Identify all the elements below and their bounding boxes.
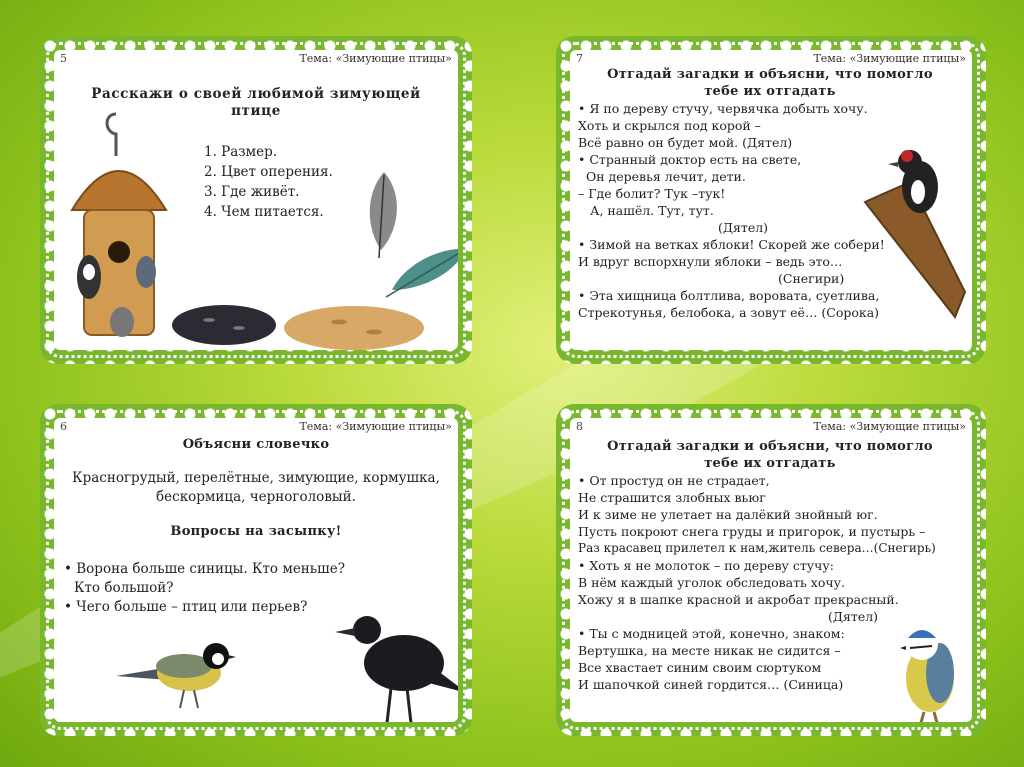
riddle-answer: (Дятел)	[718, 220, 769, 235]
word-list-line: Красногрудый, перелётные, зимующие, кормушка,	[72, 470, 440, 486]
riddle-line: • Эта хищница болтлива, воровата, суетлива,	[578, 288, 880, 303]
riddle-line: И к зиме не улетает на далёкий знойный юг.	[578, 507, 878, 522]
riddle-line: Не страшится злобных вьюг	[578, 490, 766, 505]
riddle-line: Раз красавец прилетел к нам,житель севера…(Снегирь)	[578, 541, 936, 555]
card-title-line-2: тебе их отгадать	[704, 456, 836, 471]
riddle-line: Всё равно он будет мой. (Дятел)	[578, 135, 793, 150]
card-title: Объясни словечко	[182, 437, 330, 452]
riddle-line: И вдруг вспорхнули яблоки – ведь это…	[578, 254, 843, 269]
card-content	[54, 50, 458, 350]
oat-grain-illustration	[279, 300, 429, 350]
riddle-line: – Где болит? Тук –тук!	[578, 186, 726, 201]
card-number: 7	[576, 52, 583, 65]
riddle-line: • Зимой на ветках яблоки! Скорей же собери!	[578, 237, 885, 252]
riddle-line: Вертушка, на месте никак не сидится –	[578, 643, 841, 658]
card-title-line-1: Отгадай загадки и объясни, что помогло	[607, 439, 933, 454]
riddle-line: • Хоть я не молоток – по дереву стучу:	[578, 558, 834, 573]
card-topic: Тема: «Зимующие птицы»	[299, 52, 452, 65]
card-riddles-b	[556, 404, 986, 736]
riddle-answer: (Дятел)	[828, 609, 879, 624]
riddle-answer: (Снегири)	[778, 271, 845, 286]
riddle-line: • Ты с модницей этой, конечно, знаком:	[578, 626, 845, 641]
riddle-line: Хоть и скрылся под корой –	[578, 118, 761, 133]
card-number: 8	[576, 420, 583, 433]
great-tit-illustration	[114, 628, 244, 713]
riddle-line: И шапочкой синей гордится… (Синица)	[578, 677, 844, 692]
card-topic: Тема: «Зимующие птицы»	[299, 420, 452, 433]
riddle-line: А, нашёл. Тут, тут.	[590, 203, 714, 218]
card-number: 6	[60, 420, 67, 433]
riddle-line: В нём каждый уголок обследовать хочу.	[578, 575, 845, 590]
card-content	[54, 418, 458, 722]
riddle-line: • От простуд он не страдает,	[578, 473, 770, 488]
list-item: 4. Чем питается.	[204, 204, 324, 220]
list-item: 2. Цвет оперения.	[204, 164, 333, 180]
card-topic: Тема: «Зимующие птицы»	[813, 52, 966, 65]
riddle-line: Он деревья лечит, дети.	[586, 169, 746, 184]
card-title-line-2: тебе их отгадать	[704, 84, 836, 99]
word-list-line: бескормица, черноголовый.	[156, 489, 356, 505]
riddle-line: Все хвастает синим своим сюртуком	[578, 660, 822, 675]
crow-illustration	[329, 598, 458, 722]
blue-tit-illustration	[888, 618, 968, 722]
riddle-line: Пусть покроют снега груды и пригорок, и пустырь –	[578, 524, 926, 539]
question-line: • Ворона больше синицы. Кто меньше?	[64, 561, 345, 577]
question-line: Кто большой?	[74, 580, 174, 596]
riddle-line: Хожу я в шапке красной и акробат прекрасный.	[578, 592, 899, 607]
card-explain-word	[40, 404, 472, 736]
card-title-line-1: Отгадай загадки и объясни, что помогло	[607, 67, 933, 82]
woodpecker-illustration	[860, 142, 970, 322]
sunflower-seeds-illustration	[169, 300, 279, 350]
riddle-line: • Я по дереву стучу, червячка добыть хочу.	[578, 101, 868, 116]
riddle-line: Стрекотунья, белобока, а зовут её… (Сорока)	[578, 305, 880, 320]
card-number: 5	[60, 52, 67, 65]
riddle-line: • Странный доктор есть на свете,	[578, 152, 802, 167]
card-content	[570, 50, 972, 350]
feather-teal-illustration	[384, 245, 458, 300]
card-title: Расскажи о своей любимой зимующей птице	[91, 86, 421, 119]
card-favorite-bird	[40, 36, 472, 364]
question-list	[204, 142, 333, 222]
card-riddles-a	[556, 36, 986, 364]
card-topic: Тема: «Зимующие птицы»	[813, 420, 966, 433]
question-line: • Чего больше – птиц или перьев?	[64, 599, 308, 615]
list-item: 1. Размер.	[204, 144, 278, 160]
list-item: 3. Где живёт.	[204, 184, 300, 200]
card-subtitle: Вопросы на засыпку!	[170, 524, 342, 539]
word-list	[64, 469, 448, 507]
card-content	[570, 418, 972, 722]
bird-feeder-illustration	[64, 112, 174, 342]
